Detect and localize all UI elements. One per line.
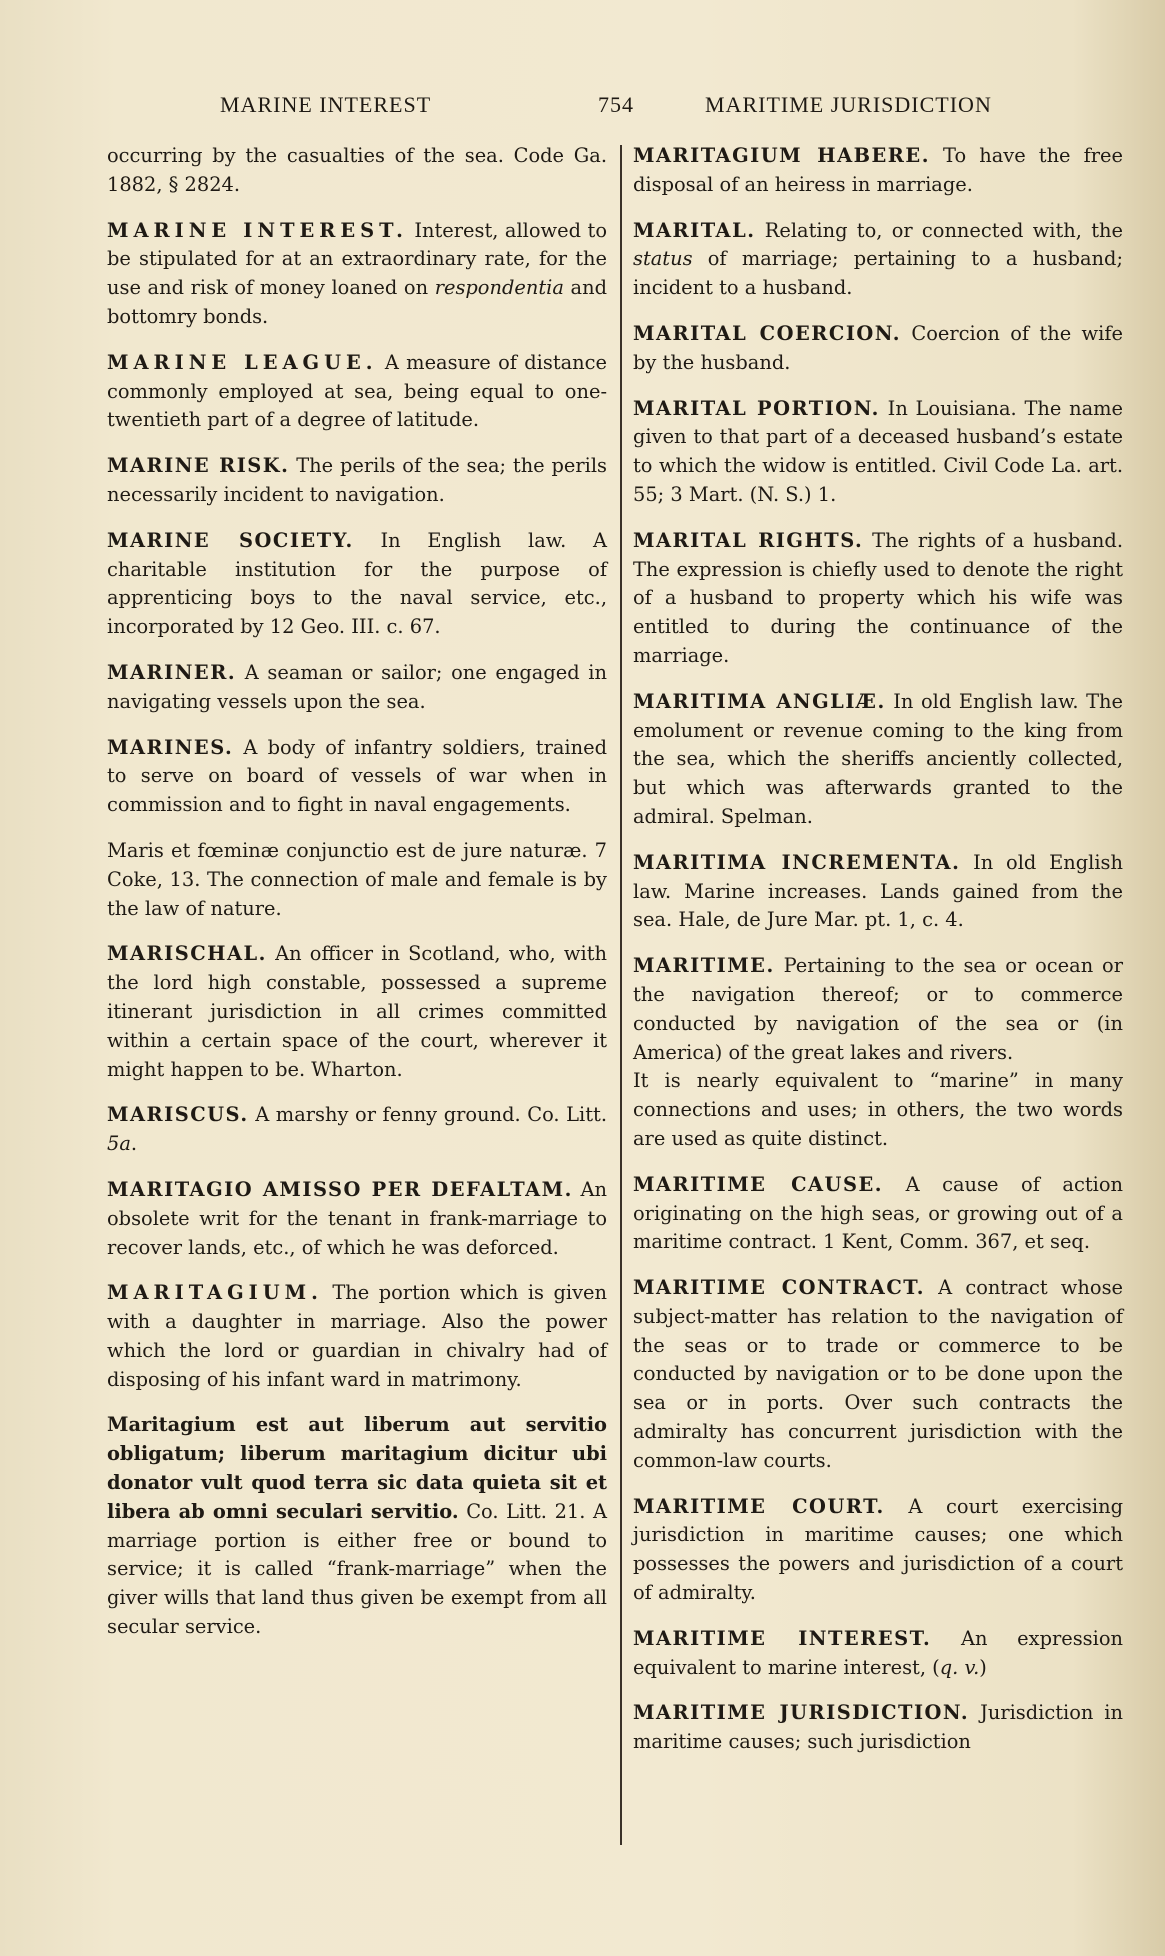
- entry-term: MARINE LEAGUE.: [107, 350, 378, 374]
- entry-italic: respondentia: [434, 276, 564, 300]
- entry-term: MARITIMA INCREMENTA.: [633, 850, 961, 874]
- entry-text: A contract whose subject-matter has relation to the navigation of the seas or to trade or commerce to be conducted by navigation or to be done upon the sea or in ports. Over such contracts the admiralty has concurrent jurisdiction with the common-law courts.: [633, 1276, 1123, 1472]
- entry-maris-et-foeminae: [107, 837, 607, 923]
- entry-term: MARITIME COURT.: [633, 1494, 885, 1518]
- entry-term: MARITIME.: [633, 954, 775, 978]
- entry-maritagium-est: [107, 1411, 607, 1641]
- entry-text: An officer in Scotland, who, with the lord high constable, possessed a supreme itinerant jurisdiction in all crimes committed within a certain space of the court, wherever it might happen to be. Wharton.: [107, 942, 607, 1081]
- entry-term: MARITAL.: [633, 218, 756, 242]
- entry-text: Co. Litt. 21. A marriage portion is either free or bound to service; it is called “frank-marriage” when the giver wills that land thus given be exempt from all secular service.: [107, 1499, 608, 1639]
- entry-term: MARITIME JURISDICTION.: [633, 1701, 970, 1725]
- entry-text: An expression equivalent to marine interest, (: [633, 1626, 1123, 1679]
- entry-term: MARITIMA ANGLIÆ.: [633, 689, 886, 713]
- entry-italic: q. v.: [939, 1655, 980, 1679]
- column-divider: [620, 145, 622, 1845]
- entry-term: MARITAGIUM.: [107, 1281, 323, 1305]
- entry-text: A cause of action originating on the high seas, or growing out of a maritime contract. 1 Kent, Comm. 367, et seq.: [633, 1172, 1123, 1254]
- entry-maritima-incrementa: [633, 849, 1123, 935]
- page-number: 754: [598, 92, 634, 117]
- entry-maritagium-habere: [633, 142, 1123, 200]
- entry-text: The rights of a husband. The expression is chiefly used to denote the right of a husband to property which his wife was entitled to during the continuance of the marriage.: [633, 528, 1123, 667]
- entry-term: MARINES.: [107, 735, 234, 759]
- entry-marines: [107, 734, 607, 820]
- entry-term: MARINE RISK.: [107, 454, 290, 478]
- entry-maritime-court: [633, 1493, 1123, 1608]
- entry-term: MARISCHAL.: [107, 942, 267, 966]
- entry-marine-league: [107, 349, 607, 435]
- entry-text: A measure of distance commonly employed at sea, being equal to one-twentieth part of a degree of latitude.: [107, 350, 607, 432]
- entry-maritime: [633, 952, 1123, 1154]
- entry-maritime-jurisdiction: [633, 1699, 1123, 1757]
- entry-continuation: [107, 142, 607, 200]
- header-left-guide-word: MARINE INTEREST: [220, 92, 432, 117]
- entry-term: MARITIME CAUSE.: [633, 1172, 884, 1196]
- entry-term: MARINER.: [107, 660, 237, 684]
- entry-text: The portion which is given with a daughter in marriage. Also the power which the lord or guardian in chivalry had of disposing of his infant ward in matrimony.: [107, 1281, 607, 1391]
- entry-text: A court exercising jurisdiction in maritime causes; one which possesses the powers and jurisdiction of a court of admiralty.: [633, 1494, 1123, 1605]
- entry-text: A body of infantry soldiers, trained to serve on board of vessels of war when in commission and to fight in naval engagements.: [107, 735, 607, 817]
- entry-text: The perils of the sea; the perils necessarily incident to navigation.: [107, 454, 607, 506]
- entry-text: A marshy or fenny ground. Co. Litt.: [248, 1103, 607, 1127]
- entry-term: MARITAL RIGHTS.: [633, 528, 864, 552]
- entry-term: MARITAGIUM HABERE.: [633, 144, 930, 167]
- entry-marital-coercion: [633, 320, 1123, 378]
- entry-text: Interest, allowed to be stipulated for at an extraordinary rate, for the use and risk of money loaned on: [107, 218, 607, 300]
- entry-maxim: Maritagium est aut liberum aut servitio obligatum; liberum maritagium dicitur ubi donator vult quod terra sic data quieta sit et libera ab omni seculari servitio.: [107, 1413, 607, 1523]
- entry-text: In Louisiana. The name given to that part of a deceased husband’s estate to which the widow is entitled. Civil Code La. art. 55; 3 Mart. (N. S.) 1.: [633, 396, 1123, 506]
- entry-text: In English law. A charitable institution for the purpose of apprenticing boys to the naval service, etc., incorporated by 12 Geo. III. c. 67.: [107, 528, 607, 639]
- entry-italic: 5a: [107, 1132, 131, 1156]
- entry-text-end: ): [979, 1655, 987, 1679]
- entry-term: MARITAGIO AMISSO PER DEFALTAM.: [107, 1177, 573, 1201]
- entry-text: Pertaining to the sea or ocean or the navigation thereof; or to commerce conducted by navigation of the sea or (in America) of the great lakes and rivers.: [633, 954, 1123, 1064]
- entry-marital-rights: [633, 527, 1123, 671]
- entry-term: MARITAL PORTION.: [633, 396, 880, 420]
- entry-maritagio-amisso: [107, 1176, 607, 1262]
- entry-term: MARINE SOCIETY.: [107, 528, 354, 552]
- entry-marine-interest: [107, 217, 607, 332]
- entry-second-paragraph: It is nearly equivalent to “marine” in many connections and uses; in others, the two words are used as quite distinct.: [633, 1069, 1123, 1150]
- entry-text: A seaman or sailor; one engaged in navigating vessels upon the sea.: [107, 660, 607, 713]
- entry-maritime-cause: [633, 1171, 1123, 1257]
- entry-text: Coercion of the wife by the husband.: [633, 321, 1123, 374]
- entry-text: In old English law. Marine increases. Lands gained from the sea. Hale, de Jure Mar. pt. 1, c. 4.: [633, 850, 1123, 932]
- entry-marital-portion: [633, 395, 1123, 510]
- entry-marine-society: [107, 527, 607, 642]
- entry-term: MARITIME CONTRACT.: [633, 1276, 925, 1300]
- entry-text-end: and bottomry bonds.: [107, 276, 607, 328]
- entry-text-end: .: [130, 1132, 138, 1156]
- entry-maritime-contract: [633, 1274, 1123, 1476]
- entry-maritima-angliae: [633, 688, 1123, 832]
- entry-marischal: [107, 940, 607, 1084]
- entry-text: An obsolete writ for the tenant in frank-marriage to recover lands, etc., of which he was deforced.: [107, 1177, 608, 1259]
- entry-term: MARINE INTEREST.: [107, 218, 408, 242]
- entry-maritime-interest: [633, 1625, 1123, 1683]
- entry-text: To have the free disposal of an heiress in marriage.: [633, 144, 1124, 196]
- entry-marital: [633, 217, 1123, 303]
- entry-text: Jurisdiction in maritime causes; such jurisdiction: [633, 1701, 1123, 1754]
- entry-term: MARITIME INTEREST.: [633, 1626, 932, 1650]
- entry-text: occurring by the casualties of the sea. Code Ga. 1882, § 2824.: [107, 144, 607, 196]
- entry-text: In old English law. The emolument or revenue coming to the king from the sea, which the sheriffs anciently collected, but which was afterwards granted to the admiral. Spelman.: [633, 689, 1123, 828]
- entry-text-end: of marriage; pertaining to a husband; incident to a husband.: [633, 247, 1123, 300]
- entry-term: MARISCUS.: [107, 1103, 249, 1127]
- entry-marine-risk: [107, 452, 607, 510]
- entry-term: MARITAL COERCION.: [633, 321, 902, 345]
- entry-maritagium: [107, 1279, 607, 1394]
- entry-text: Relating to, or connected with, the: [755, 218, 1123, 242]
- left-column: [107, 142, 607, 1659]
- header-right-guide-word: MARITIME JURISDICTION: [705, 92, 992, 117]
- entry-mariscus: [107, 1101, 607, 1159]
- entry-mariner: [107, 659, 607, 717]
- right-column: [633, 142, 1123, 1774]
- entry-italic: status: [633, 247, 693, 271]
- running-header: [100, 92, 1090, 132]
- entry-text: Maris et fœminæ conjunctio est de jure naturæ. 7 Coke, 13. The connection of male and female is by the law of nature.: [107, 838, 607, 920]
